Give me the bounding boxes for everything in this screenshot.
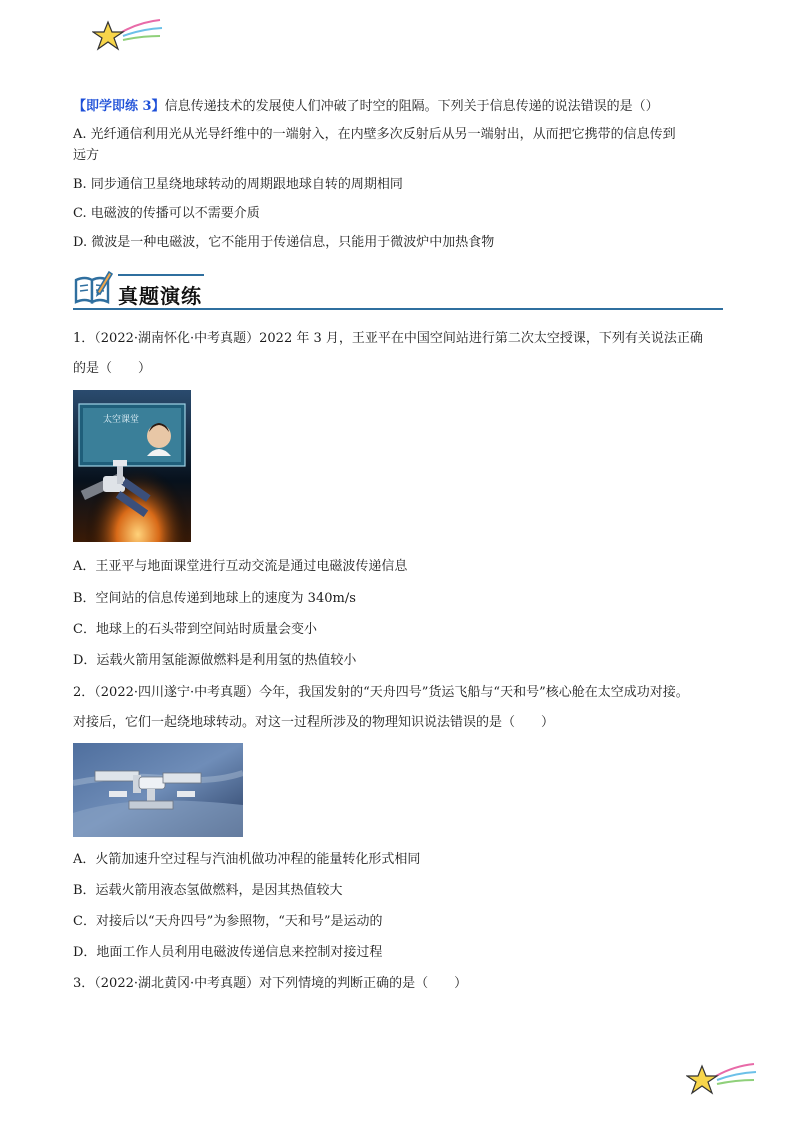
question-1-option-c: C．地球上的石头带到空间站时质量会变小 [73,622,317,637]
question-1-stem: 2022 年 3 月，王亚平在中国空间站进行第二次太空授课，下列有关说法正确 [259,331,703,346]
shooting-star-icon [686,1060,758,1102]
section-title: 真题演练 [118,284,202,308]
question-1-stem-line1 [73,330,703,348]
space-classroom-caption: 太空课堂 [103,415,140,425]
practice-tag: 【即学即练 3】 [73,99,165,114]
space-classroom-image [73,390,191,542]
practice-stem-line [73,98,659,116]
question-2-option-a: A．火箭加速升空过程与汽油机做功冲程的能量转化形式相同 [73,852,421,867]
practice-option-a: A. 光纤通信利用光从光导纤维中的一端射入，在内壁多次反射后从另一端射出，从而把它携带的信息传到 [73,127,676,142]
space-station-docking-image [73,743,243,837]
question-1-source: （2022·湖南怀化·中考真题） [94,331,260,346]
question-2-option-c: C．对接后以“天舟四号”为参照物，“天和号”是运动的 [73,914,383,929]
question-2-source: （2022·四川遂宁·中考真题） [94,685,260,700]
question-3-source: （2022·湖北黄冈·中考真题） [94,976,260,991]
practice-option-a-cont: 远方 [73,148,100,163]
open-book-with-pencil-icon [73,268,113,306]
question-3-stem-line1 [73,975,467,993]
practice-option-b: B. 同步通信卫星绕地球转动的周期跟地球自转的周期相同 [73,177,403,192]
shooting-star-icon [92,16,164,58]
question-1-option-d: D．运载火箭用氢能源做燃料是利用氢的热值较小 [73,653,357,668]
section-divider [73,308,723,310]
question-2-stem-line1 [73,684,689,702]
question-2-stem: 今年，我国发射的“天舟四号”货运飞船与“天和号”核心舱在太空成功对接。 [259,685,689,700]
practice-option-c: C. 电磁波的传播可以不需要介质 [73,206,260,221]
question-2-stem-line2: 对接后，它们一起绕地球转动。对这一过程所涉及的物理知识说法错误的是（ ） [73,715,555,730]
question-1-stem-line2: 的是（ ） [73,361,152,376]
question-1-option-a: A．王亚平与地面课堂进行互动交流是通过电磁波传递信息 [73,559,408,574]
question-3-number: 3． [73,976,95,991]
question-2-option-d: D．地面工作人员利用电磁波传递信息来控制对接过程 [73,945,383,960]
practice-stem: 信息传递技术的发展使人们冲破了时空的阻隔。下列关于信息传递的说法错误的是（） [164,99,659,114]
question-2-option-b: B．运载火箭用液态氢做燃料，是因其热值较大 [73,883,343,898]
section-title-underline [118,274,204,276]
question-3-stem: 对下列情境的判断正确的是（ ） [259,976,468,991]
practice-option-d: D. 微波是一种电磁波，它不能用于传递信息，只能用于微波炉中加热食物 [73,235,495,250]
question-1-option-b: B．空间站的信息传递到地球上的速度为 340m/s [73,591,356,606]
question-1-number: 1． [73,331,95,346]
question-2-number: 2． [73,685,95,700]
